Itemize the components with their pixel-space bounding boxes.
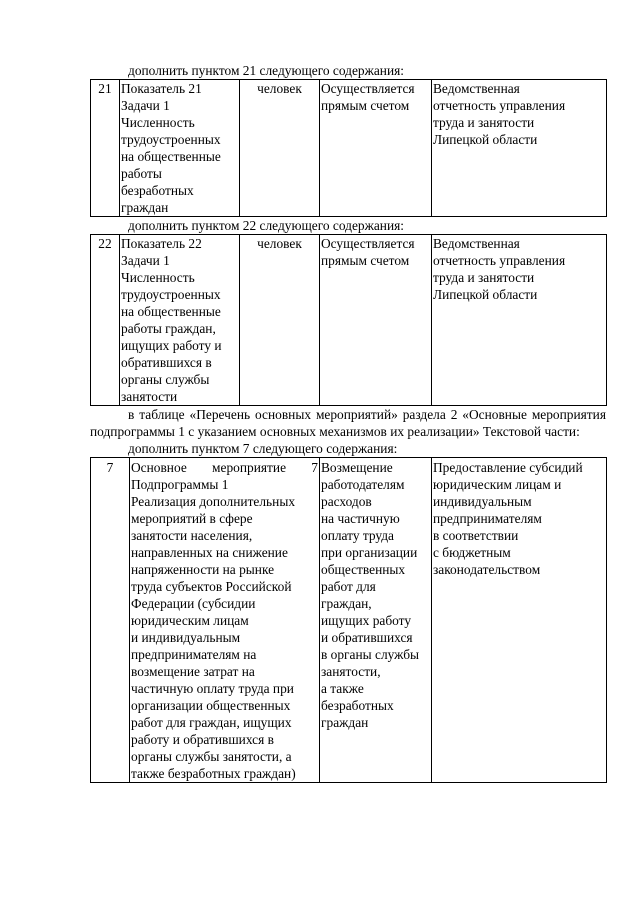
- expected-result: Предоставление субсидий юридическим лицам и индивидуальным предпринимателям в соответствии с бюджетным законодательством: [432, 458, 607, 783]
- indicator-table-21: [90, 79, 607, 217]
- data-source: Ведомственная отчетность управления труда и занятости Липецкой области: [432, 235, 607, 406]
- table-row: [91, 458, 607, 783]
- implementation-mechanism: Возмещение работодателям расходов на частичную оплату труда при организации общественных работ для граждан, ищущих работу и обратившихся в органы службы занятости, а также безработных граждан: [320, 458, 432, 783]
- unit-of-measure: человек: [240, 80, 320, 217]
- indicator-name: Показатель 21 Задачи 1 Численность трудоустроенных на общественные работы безработных граждан: [120, 80, 240, 217]
- document-page: [90, 62, 606, 783]
- table-row: [91, 80, 607, 217]
- intro-item-21: дополнить пунктом 21 следующего содержания:: [128, 63, 405, 78]
- row-number: 22: [91, 235, 120, 406]
- intro-item-22: дополнить пунктом 22 следующего содержания:: [128, 218, 405, 233]
- intro-item-7: дополнить пунктом 7 следующего содержания:: [128, 441, 398, 456]
- activity-details: Подпрограммы 1 Реализация дополнительных мероприятий в сфере занятости населения, направленных на снижение напряженности на рынке труда субъектов Российской Федерации (субсидии юридическим лицам и индивидуальным предпринимателям на возмещение затрат на частичную оплату труда при организации общественных работ для граждан, ищущих работу и обратившихся в органы службы занятости, а также безработных граждан): [131, 477, 296, 781]
- calculation-method: Осуществляется прямым счетом: [320, 235, 432, 406]
- activity-title: Основное мероприятие 7: [131, 460, 318, 475]
- row-number: 21: [91, 80, 120, 217]
- indicator-table-22: [90, 234, 607, 406]
- activity-description: [130, 458, 320, 783]
- table-reference-paragraph: в таблице «Перечень основных мероприятий» раздела 2 «Основные мероприятия подпрограммы 1 с указанием основных механизмов их реализации» Текстовой части:: [90, 407, 606, 439]
- indicator-name: Показатель 22 Задачи 1 Численность трудоустроенных на общественные работы граждан, ищущих работу и обратившихся в органы службы занятости: [120, 235, 240, 406]
- table-row: [91, 235, 607, 406]
- activities-table-7: [90, 457, 607, 783]
- unit-of-measure: человек: [240, 235, 320, 406]
- data-source: Ведомственная отчетность управления труда и занятости Липецкой области: [432, 80, 607, 217]
- row-number: 7: [91, 458, 130, 783]
- calculation-method: Осуществляется прямым счетом: [320, 80, 432, 217]
